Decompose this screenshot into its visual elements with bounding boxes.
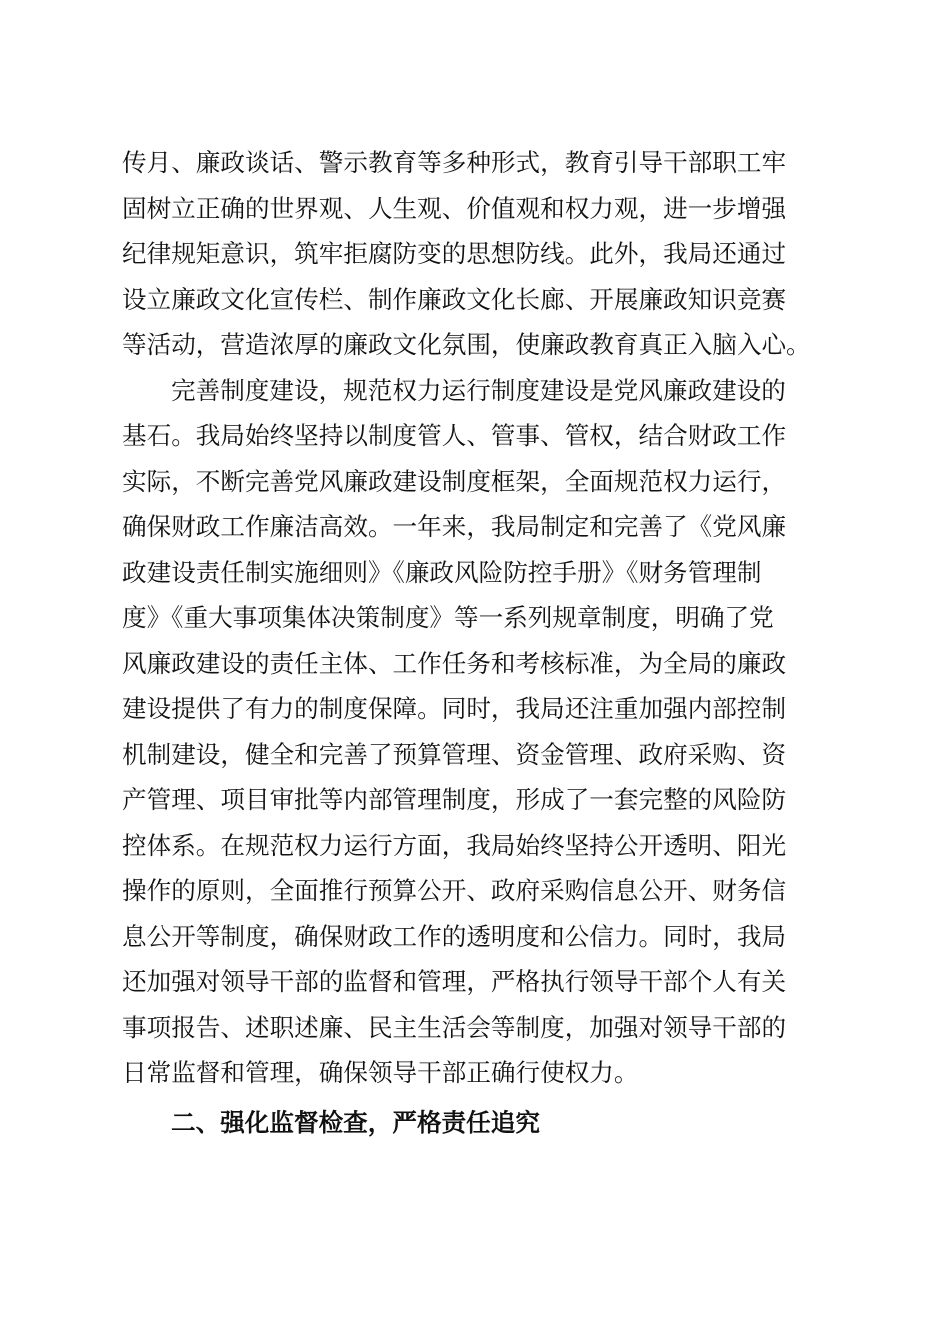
text-line: 纪律规矩意识，筑牢拒腐防变的思想防线。此外，我局还通过: [122, 239, 787, 268]
paragraph-first-line: 完善制度建设，规范权力运行制度建设是党风廉政建设的: [171, 375, 786, 405]
text-line: 还加强对领导干部的监督和管理，严格执行领导干部个人有关: [122, 967, 787, 996]
text-line: 产管理、项目审批等内部管理制度，形成了一套完整的风险防: [122, 785, 787, 814]
text-line: 建设提供了有力的制度保障。同时，我局还注重加强内部控制: [122, 694, 787, 723]
text-line: 日常监督和管理，确保领导干部正确行使权力。: [122, 1058, 639, 1087]
text-line: 事项报告、述职述廉、民主生活会等制度，加强对领导干部的: [122, 1012, 787, 1042]
text-line: 设立廉政文化宣传栏、制作廉政文化长廊、开展廉政知识竞赛: [122, 284, 787, 314]
text-line: 机制建设，健全和完善了预算管理、资金管理、政府采购、资: [122, 739, 787, 769]
text-line: 政建设责任制实施细则》《廉政风险防控手册》《财务管理制: [122, 557, 762, 587]
text-line: 控体系。在规范权力运行方面，我局始终坚持公开透明、阳光: [122, 830, 787, 860]
section-heading: 二、强化监督检查，严格责任追究: [171, 1107, 540, 1137]
document-body: [122, 140, 832, 1145]
text-line: 操作的原则，全面推行预算公开、政府采购信息公开、财务信: [122, 876, 787, 905]
text-line: 固树立正确的世界观、人生观、价值观和权力观，进一步增强: [122, 193, 787, 223]
text-line: 传月、廉政谈话、警示教育等多种形式，教育引导干部职工牢: [122, 148, 787, 177]
text-line: 实际，不断完善党风廉政建设制度框架，全面规范权力运行，: [122, 466, 787, 496]
text-line: 息公开等制度，确保财政工作的透明度和公信力。同时，我局: [122, 921, 787, 951]
text-line: 风廉政建设的责任主体、工作任务和考核标准，为全局的廉政: [122, 648, 787, 678]
text-line: 确保财政工作廉洁高效。一年来，我局制定和完善了《党风廉: [122, 512, 787, 541]
text-line: 等活动，营造浓厚的廉政文化氛围，使廉政教育真正入脑入心。: [122, 330, 811, 359]
text-line: 基石。我局始终坚持以制度管人、管事、管权，结合财政工作: [122, 421, 787, 450]
text-line: 度》《重大事项集体决策制度》等一系列规章制度，明确了党: [122, 603, 774, 632]
